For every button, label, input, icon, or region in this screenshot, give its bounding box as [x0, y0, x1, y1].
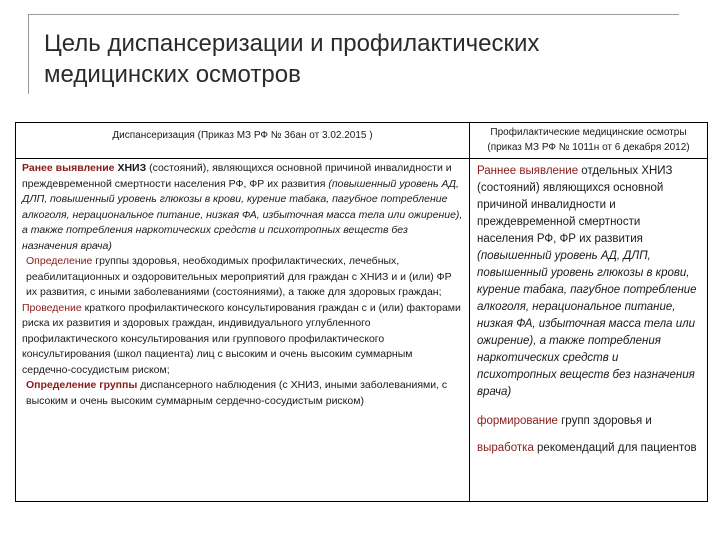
- right-header-line2: (приказ МЗ РФ № 1011н от 6 декабря 2012): [487, 142, 690, 153]
- left-paragraph-3: [22, 301, 463, 379]
- table-header-row: [16, 123, 708, 159]
- left-p3-text: краткого профилактического консультирования граждан с и (или) факторами риска их развития и здоровых граждан, индивидуального углубленного профилактического консультирования или группового профилактического консультирования (школ пациента) лиц с высоким и очень высоким суммарным сердечно-сосудистым риском;: [22, 301, 461, 376]
- slide-title: Цель диспансеризации и профилактических медицинских осмотров: [44, 30, 540, 88]
- table-body-row: [16, 159, 708, 502]
- right-p2-highlight: формирование: [477, 415, 558, 427]
- left-p4-highlight: Определение группы: [26, 379, 138, 391]
- left-paragraph-4: [22, 378, 463, 409]
- comparison-table: [15, 122, 708, 502]
- left-paragraph-2: [22, 254, 463, 301]
- left-p1-italic: (повышенный уровень АД, ДЛП, повышенный уровень глюкозы в крови, курение табака, пагубное потребление алкоголя, нерациональное питание, низкая ФА, избыточная масса тела или ожирение), а также потребления наркотических средств и психотропных веществ без назначения врача): [22, 177, 463, 252]
- right-p3-text: рекомендаций для пациентов: [533, 442, 697, 454]
- left-column-header: Диспансеризация (Приказ МЗ РФ № 36ан от 3.02.2015 ): [16, 123, 470, 159]
- left-paragraph-1: [22, 161, 463, 254]
- slide-frame-left-line: [28, 14, 29, 94]
- left-p1-text: (состояний), являющихся основной причиной инвалидности и преждевременной смертности населения РФ, ФР их развития: [22, 162, 452, 190]
- right-header-line1: Профилактические медицинские осмотры: [490, 127, 687, 138]
- right-p1-text: отдельных ХНИЗ (состояний) являющихся основной причиной инвалидности и преждевременной смертности населения РФ, ФР их развития: [477, 165, 673, 245]
- right-paragraph-1: [477, 163, 699, 401]
- right-p1-highlight: Раннее выявление: [477, 165, 579, 177]
- right-paragraph-3: [477, 440, 699, 457]
- left-p1-bold: ХНИЗ: [114, 162, 147, 174]
- right-column-content: [470, 159, 708, 502]
- left-p4-text: диспансерного наблюдения (с ХНИЗ, иными заболеваниями, с высоким и очень высоким суммарным сердечно-сосудистым риском): [26, 379, 448, 407]
- right-column-header: [470, 123, 708, 159]
- left-p1-highlight: Ранее выявление: [22, 162, 115, 174]
- right-p2-text: групп здоровья и: [557, 415, 652, 427]
- left-p2-highlight: Определение: [26, 255, 93, 267]
- paragraph-spacer: [477, 430, 699, 440]
- right-p3-highlight: выработка: [477, 442, 534, 454]
- left-column-content: [16, 159, 470, 502]
- right-paragraph-2: [477, 413, 699, 430]
- slide-frame-top-line: [28, 14, 679, 15]
- left-p3-highlight: Проведение: [22, 301, 82, 314]
- right-p1-italic: (повышенный уровень АД, ДЛП, повышенный уровень глюкозы в крови, курение табака, пагубное потребление алкоголя, нерациональное питание, низкая ФА, избыточная масса тела или ожирение), а также потребления наркотических средств и психотропных веществ без назначения врача): [477, 250, 697, 398]
- left-p2-text: группы здоровья, необходимых профилактических, лечебных, реабилитационных и оздоровительных мероприятий для граждан с ХНИЗ и и (или) ФР их развития, с иными заболеваниями (состояниями), а также для здоровых граждан;: [26, 255, 452, 298]
- paragraph-spacer: [477, 401, 699, 413]
